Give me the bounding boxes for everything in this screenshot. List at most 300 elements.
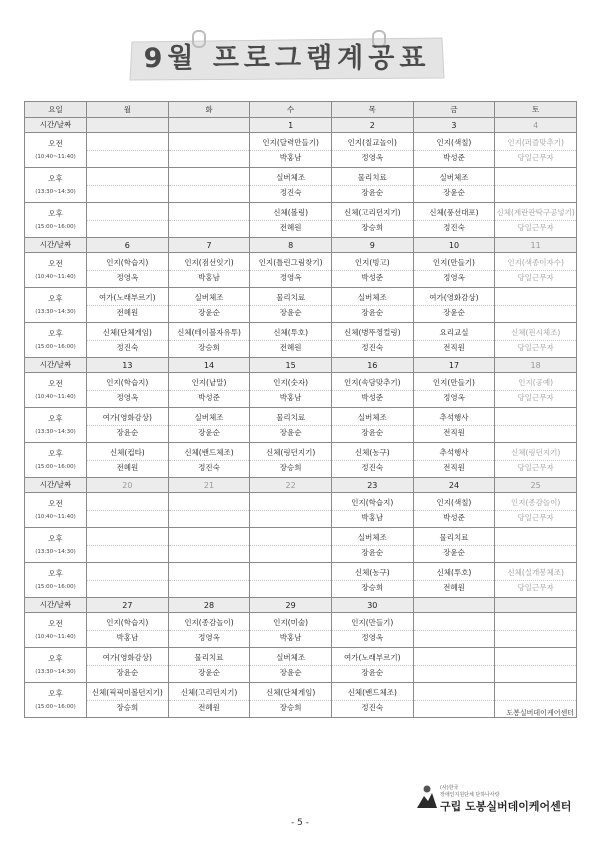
slot-name: 오전 bbox=[48, 138, 63, 148]
program-activity bbox=[169, 580, 250, 581]
program-activity bbox=[87, 580, 168, 581]
program-staff: 당일근무자 bbox=[517, 462, 554, 472]
program-staff: 정영옥 bbox=[116, 272, 139, 282]
program-staff: 정영옥 bbox=[443, 392, 465, 402]
program-activity: 실버체조 bbox=[169, 411, 250, 426]
program-cell bbox=[87, 323, 169, 358]
program-cell bbox=[495, 613, 577, 648]
program-cell bbox=[87, 253, 169, 288]
program-cell bbox=[331, 323, 413, 358]
program-cell bbox=[495, 323, 577, 358]
date-cell: 28 bbox=[168, 598, 250, 613]
program-staff: 장윤순 bbox=[279, 307, 302, 317]
program-staff: 당일근무자 bbox=[517, 512, 554, 522]
program-cell bbox=[413, 323, 495, 358]
slot-row-pm1 bbox=[25, 648, 577, 683]
date-cell: 21 bbox=[168, 478, 250, 493]
program-staff: 당일근무자 bbox=[517, 582, 554, 592]
program-activity: 인지(달력만들기) bbox=[250, 136, 331, 151]
slot-time: (13:30~14:30) bbox=[35, 548, 76, 555]
program-activity: 신체(테이블자유투) bbox=[169, 326, 250, 341]
program-cell bbox=[250, 683, 332, 718]
program-cell bbox=[495, 168, 577, 203]
program-activity: 인지(미술) bbox=[250, 616, 331, 631]
slot-label bbox=[25, 253, 87, 288]
program-staff: 정진숙 bbox=[361, 342, 384, 352]
slot-label bbox=[25, 683, 87, 718]
slot-time: (13:30~14:30) bbox=[35, 188, 76, 195]
program-activity: 추석행사 bbox=[414, 411, 495, 426]
slot-label bbox=[25, 648, 87, 683]
program-activity bbox=[169, 220, 250, 221]
week-date-row bbox=[25, 358, 577, 373]
slot-row-pm2 bbox=[25, 323, 577, 358]
program-activity bbox=[87, 510, 168, 511]
slot-row-pm1 bbox=[25, 408, 577, 443]
program-activity bbox=[495, 665, 576, 666]
program-staff: 정진숙 bbox=[361, 702, 384, 712]
program-cell bbox=[331, 563, 413, 598]
program-staff: 장윤순 bbox=[198, 667, 220, 677]
slot-label bbox=[25, 373, 87, 408]
program-activity: 인지(학습지) bbox=[87, 616, 168, 631]
program-activity bbox=[495, 305, 576, 306]
program-cell bbox=[168, 443, 250, 478]
program-cell bbox=[331, 253, 413, 288]
program-staff: 당일근무자 bbox=[517, 152, 554, 162]
program-cell bbox=[87, 443, 169, 478]
program-cell bbox=[413, 683, 495, 718]
program-cell bbox=[413, 443, 495, 478]
slot-name: 오후 bbox=[48, 293, 63, 303]
program-cell bbox=[250, 563, 332, 598]
date-cell: 17 bbox=[413, 358, 495, 373]
slot-time: (13:30~14:30) bbox=[35, 428, 76, 435]
program-staff: 장윤순 bbox=[198, 307, 220, 317]
program-staff: 전혜원 bbox=[279, 222, 302, 232]
program-cell bbox=[87, 493, 169, 528]
program-staff: 장윤순 bbox=[443, 307, 465, 317]
program-activity: 실버체조 bbox=[169, 291, 250, 306]
date-cell: 25 bbox=[495, 478, 577, 493]
date-cell: 8 bbox=[250, 238, 332, 253]
program-cell bbox=[495, 133, 577, 168]
program-activity bbox=[250, 510, 331, 511]
program-activity bbox=[87, 545, 168, 546]
program-cell bbox=[168, 133, 250, 168]
program-activity: 여가(노래부르기) bbox=[87, 291, 168, 306]
program-staff: 장승희 bbox=[279, 462, 302, 472]
program-staff: 정영옥 bbox=[116, 392, 139, 402]
program-cell bbox=[413, 613, 495, 648]
time-date-label: 시간/날짜 bbox=[25, 598, 87, 613]
program-activity bbox=[169, 545, 250, 546]
program-cell bbox=[250, 288, 332, 323]
program-cell bbox=[331, 648, 413, 683]
program-cell bbox=[168, 253, 250, 288]
slot-label bbox=[25, 408, 87, 443]
program-staff: 장윤순 bbox=[361, 667, 384, 677]
slot-time: (10:40~11:40) bbox=[35, 633, 76, 640]
date-cell: 4 bbox=[495, 118, 577, 133]
program-cell bbox=[168, 203, 250, 238]
program-cell bbox=[168, 323, 250, 358]
slot-time: (10:40~11:40) bbox=[35, 273, 76, 280]
program-activity: 신체(농구) bbox=[332, 566, 413, 581]
week-date-row bbox=[25, 238, 577, 253]
center-note: 도봉실버데이케어센터 bbox=[506, 709, 574, 717]
time-date-label: 시간/날짜 bbox=[25, 118, 87, 133]
week-date-row bbox=[25, 598, 577, 613]
program-cell bbox=[331, 203, 413, 238]
slot-time: (15:00~16:00) bbox=[35, 343, 76, 350]
program-activity: 요리교실 bbox=[414, 326, 495, 341]
slot-time: (15:00~16:00) bbox=[35, 223, 76, 230]
program-staff: 장윤순 bbox=[279, 427, 302, 437]
date-cell bbox=[168, 118, 250, 133]
date-cell: 23 bbox=[331, 478, 413, 493]
program-activity: 신체(투호) bbox=[250, 326, 331, 341]
program-staff: 정진숙 bbox=[361, 462, 384, 472]
program-activity: 추석행사 bbox=[414, 446, 495, 461]
slot-time: (10:40~11:40) bbox=[35, 393, 76, 400]
program-staff: 박홍남 bbox=[279, 632, 302, 642]
program-cell bbox=[495, 408, 577, 443]
program-staff: 박홍남 bbox=[279, 152, 302, 162]
slot-row-pm2 bbox=[25, 683, 577, 718]
date-cell bbox=[495, 598, 577, 613]
program-staff: 전혜원 bbox=[443, 582, 465, 592]
program-activity: 신체(단체게임) bbox=[250, 686, 331, 701]
slot-row-am bbox=[25, 373, 577, 408]
program-activity: 신체(고리던지기) bbox=[169, 686, 250, 701]
program-activity: 인지(만들기) bbox=[332, 616, 413, 631]
title-banner bbox=[128, 36, 446, 82]
slot-label bbox=[25, 493, 87, 528]
program-activity: 여가(영화감상) bbox=[414, 291, 495, 306]
week-date-row bbox=[25, 118, 577, 133]
program-staff: 당일근무자 bbox=[517, 342, 554, 352]
slot-name: 오전 bbox=[48, 618, 63, 628]
program-cell bbox=[168, 288, 250, 323]
mountain-logo-icon bbox=[416, 784, 438, 810]
program-cell bbox=[331, 443, 413, 478]
program-activity: 신체(픽픽미볼던지기) bbox=[87, 686, 168, 701]
program-cell bbox=[87, 683, 169, 718]
slot-label bbox=[25, 133, 87, 168]
header-day: 토 bbox=[495, 102, 577, 118]
slot-label bbox=[25, 168, 87, 203]
program-activity: 신체(볼링) bbox=[250, 206, 331, 221]
program-activity bbox=[495, 545, 576, 546]
program-cell bbox=[168, 648, 250, 683]
slot-label bbox=[25, 203, 87, 238]
program-staff: 정영옥 bbox=[361, 632, 384, 642]
program-activity: 인지(만들기) bbox=[414, 256, 495, 271]
slot-name: 오후 bbox=[48, 533, 63, 543]
program-activity: 실버체조 bbox=[332, 411, 413, 426]
program-staff: 전혜원 bbox=[116, 462, 139, 472]
slot-time: (10:40~11:40) bbox=[35, 153, 76, 160]
header-day: 화 bbox=[168, 102, 250, 118]
program-staff: 전혜원 bbox=[116, 307, 139, 317]
page-number: - 5 - bbox=[291, 818, 309, 828]
program-staff: 장승희 bbox=[116, 702, 139, 712]
program-activity: 인지(색칠) bbox=[414, 496, 495, 511]
program-cell bbox=[413, 408, 495, 443]
program-activity bbox=[414, 700, 495, 701]
header-day: 수 bbox=[250, 102, 332, 118]
slot-row-pm1 bbox=[25, 528, 577, 563]
program-staff: 박홍남 bbox=[279, 392, 302, 402]
program-activity: 신체(계란판탁구공넣기) bbox=[495, 206, 576, 221]
date-cell: 22 bbox=[250, 478, 332, 493]
logo-org-line1: (사)한국 bbox=[440, 785, 459, 791]
program-activity: 신체(핀시체조) bbox=[495, 326, 576, 341]
program-activity: 여가(영화감상) bbox=[87, 411, 168, 426]
slot-row-pm1 bbox=[25, 288, 577, 323]
program-staff: 장승희 bbox=[198, 342, 220, 352]
date-cell: 27 bbox=[87, 598, 169, 613]
program-cell bbox=[250, 493, 332, 528]
program-cell bbox=[331, 683, 413, 718]
program-activity: 인지(낱말) bbox=[169, 376, 250, 391]
program-cell bbox=[413, 528, 495, 563]
date-cell: 20 bbox=[87, 478, 169, 493]
program-cell bbox=[413, 203, 495, 238]
program-activity: 실버체조 bbox=[250, 171, 331, 186]
program-activity bbox=[169, 185, 250, 186]
program-activity bbox=[495, 425, 576, 426]
program-cell bbox=[250, 168, 332, 203]
program-activity: 신체(밴드체조) bbox=[169, 446, 250, 461]
program-staff: 당일근무자 bbox=[517, 272, 554, 282]
program-activity: 신체(병뚜껑컬링) bbox=[332, 326, 413, 341]
program-activity: 신체(단체게임) bbox=[87, 326, 168, 341]
slot-label bbox=[25, 613, 87, 648]
program-cell bbox=[331, 613, 413, 648]
program-activity: 인지(칠교놀이) bbox=[332, 136, 413, 151]
program-cell bbox=[413, 563, 495, 598]
program-staff: 장윤순 bbox=[198, 427, 220, 437]
program-cell bbox=[250, 648, 332, 683]
program-activity bbox=[87, 150, 168, 151]
program-cell bbox=[250, 443, 332, 478]
slot-row-am bbox=[25, 613, 577, 648]
header-day: 목 bbox=[331, 102, 413, 118]
program-staff: 박홍남 bbox=[198, 272, 220, 282]
program-activity: 인지(속담맞추기) bbox=[332, 376, 413, 391]
program-activity: 인지(빙고) bbox=[332, 256, 413, 271]
program-cell bbox=[168, 528, 250, 563]
program-activity: 여가(영화감상) bbox=[87, 651, 168, 666]
program-activity bbox=[87, 185, 168, 186]
program-staff: 박성준 bbox=[443, 512, 465, 522]
program-activity: 인지(색칠) bbox=[414, 136, 495, 151]
slot-name: 오후 bbox=[48, 413, 63, 423]
program-activity: 인지(만들기) bbox=[414, 376, 495, 391]
logo-org-line2: 장애인지원단체 단하나사랑 bbox=[440, 792, 500, 798]
program-activity bbox=[87, 220, 168, 221]
program-activity: 신체(농구) bbox=[332, 446, 413, 461]
program-cell bbox=[495, 203, 577, 238]
program-cell bbox=[495, 253, 577, 288]
program-staff: 장윤순 bbox=[361, 187, 384, 197]
program-cell bbox=[168, 408, 250, 443]
program-activity: 신체(컵타) bbox=[87, 446, 168, 461]
time-date-label: 시간/날짜 bbox=[25, 478, 87, 493]
date-cell bbox=[87, 118, 169, 133]
program-staff: 장승희 bbox=[361, 222, 384, 232]
date-cell: 30 bbox=[331, 598, 413, 613]
program-cell bbox=[495, 373, 577, 408]
program-activity: 신체(링던지기) bbox=[495, 446, 576, 461]
date-cell bbox=[413, 598, 495, 613]
slot-label bbox=[25, 443, 87, 478]
program-staff: 정영옥 bbox=[361, 152, 384, 162]
program-activity: 인지(틀린그림찾기) bbox=[250, 256, 331, 271]
program-cell bbox=[87, 408, 169, 443]
program-staff: 장윤순 bbox=[279, 667, 302, 677]
slot-name: 오후 bbox=[48, 653, 63, 663]
program-activity: 인지(학습지) bbox=[332, 496, 413, 511]
program-activity: 신체(링던지기) bbox=[250, 446, 331, 461]
program-cell bbox=[331, 528, 413, 563]
program-cell bbox=[87, 203, 169, 238]
program-activity: 인지(퍼즐맞추기) bbox=[495, 136, 576, 151]
program-activity: 인지(숫자) bbox=[250, 376, 331, 391]
slot-label bbox=[25, 323, 87, 358]
program-staff: 박성준 bbox=[361, 392, 384, 402]
date-cell: 2 bbox=[331, 118, 413, 133]
program-cell bbox=[331, 373, 413, 408]
date-cell: 11 bbox=[495, 238, 577, 253]
program-cell bbox=[413, 168, 495, 203]
program-activity: 실버체조 bbox=[250, 651, 331, 666]
day-header-row bbox=[25, 102, 577, 118]
program-cell bbox=[495, 493, 577, 528]
program-cell bbox=[87, 563, 169, 598]
schedule-body bbox=[25, 102, 577, 718]
program-cell bbox=[331, 288, 413, 323]
program-cell bbox=[495, 528, 577, 563]
program-activity: 인지(학습지) bbox=[87, 256, 168, 271]
program-activity: 실버체조 bbox=[414, 171, 495, 186]
date-cell: 6 bbox=[87, 238, 169, 253]
program-activity: 실버체조 bbox=[332, 531, 413, 546]
program-activity bbox=[414, 665, 495, 666]
slot-name: 오전 bbox=[48, 378, 63, 388]
program-cell bbox=[250, 323, 332, 358]
program-activity bbox=[495, 630, 576, 631]
slot-name: 오전 bbox=[48, 258, 63, 268]
slot-row-pm2 bbox=[25, 203, 577, 238]
program-activity: 인지(종감놀이) bbox=[169, 616, 250, 631]
page-title: 9월 프로그램계공표 bbox=[143, 43, 431, 74]
slot-name: 오후 bbox=[48, 688, 63, 698]
program-activity: 실버체조 bbox=[332, 291, 413, 306]
program-activity: 신체(밴드체조) bbox=[332, 686, 413, 701]
program-cell bbox=[495, 648, 577, 683]
date-cell: 7 bbox=[168, 238, 250, 253]
slot-time: (13:30~14:30) bbox=[35, 668, 76, 675]
slot-label bbox=[25, 528, 87, 563]
program-cell bbox=[331, 493, 413, 528]
program-staff: 당일근무자 bbox=[517, 222, 554, 232]
program-cell bbox=[87, 288, 169, 323]
program-cell bbox=[168, 168, 250, 203]
program-activity: 신체(실개봉체조) bbox=[495, 566, 576, 581]
slot-row-am bbox=[25, 253, 577, 288]
slot-name: 오후 bbox=[48, 568, 63, 578]
slot-row-am bbox=[25, 133, 577, 168]
program-staff: 박성준 bbox=[198, 392, 220, 402]
program-activity: 인지(색종이자수) bbox=[495, 256, 576, 271]
program-activity: 인지(공예) bbox=[495, 376, 576, 391]
program-cell bbox=[331, 408, 413, 443]
date-cell: 14 bbox=[168, 358, 250, 373]
date-cell: 10 bbox=[413, 238, 495, 253]
date-cell: 9 bbox=[331, 238, 413, 253]
date-cell: 24 bbox=[413, 478, 495, 493]
program-staff: 장윤순 bbox=[443, 547, 465, 557]
program-staff: 장윤순 bbox=[116, 667, 139, 677]
program-activity bbox=[495, 700, 576, 701]
program-activity: 인지(종감놀이) bbox=[495, 496, 576, 511]
program-cell bbox=[495, 443, 577, 478]
program-staff: 정진숙 bbox=[116, 342, 139, 352]
schedule-table bbox=[24, 101, 577, 718]
program-cell bbox=[250, 373, 332, 408]
program-staff: 장승희 bbox=[279, 702, 302, 712]
program-cell bbox=[87, 648, 169, 683]
program-cell bbox=[250, 613, 332, 648]
program-staff: 전혜원 bbox=[198, 702, 220, 712]
program-cell bbox=[168, 563, 250, 598]
program-staff: 전직원 bbox=[443, 462, 465, 472]
program-cell bbox=[413, 493, 495, 528]
date-cell: 15 bbox=[250, 358, 332, 373]
date-cell: 1 bbox=[250, 118, 332, 133]
slot-time: (15:00~16:00) bbox=[35, 703, 76, 710]
slot-row-pm2 bbox=[25, 443, 577, 478]
slot-label bbox=[25, 288, 87, 323]
program-activity: 물리치료 bbox=[250, 411, 331, 426]
program-cell bbox=[168, 613, 250, 648]
date-cell: 3 bbox=[413, 118, 495, 133]
program-staff: 장윤순 bbox=[361, 307, 384, 317]
program-activity: 신체(고리던지기) bbox=[332, 206, 413, 221]
program-cell bbox=[87, 373, 169, 408]
week-date-row bbox=[25, 478, 577, 493]
date-cell: 18 bbox=[495, 358, 577, 373]
slot-row-pm1 bbox=[25, 168, 577, 203]
slot-time: (15:00~16:00) bbox=[35, 583, 76, 590]
program-activity: 물리치료 bbox=[414, 531, 495, 546]
program-activity: 인지(점선잇기) bbox=[169, 256, 250, 271]
program-staff: 장윤순 bbox=[361, 547, 384, 557]
slot-row-am bbox=[25, 493, 577, 528]
program-staff: 정진숙 bbox=[279, 187, 302, 197]
program-cell bbox=[495, 288, 577, 323]
program-activity: 물리치료 bbox=[250, 291, 331, 306]
program-staff: 전혜원 bbox=[279, 342, 302, 352]
program-cell bbox=[250, 408, 332, 443]
program-staff: 정영옥 bbox=[198, 632, 220, 642]
program-staff: 박홍남 bbox=[116, 632, 139, 642]
program-cell bbox=[87, 528, 169, 563]
date-cell: 16 bbox=[331, 358, 413, 373]
